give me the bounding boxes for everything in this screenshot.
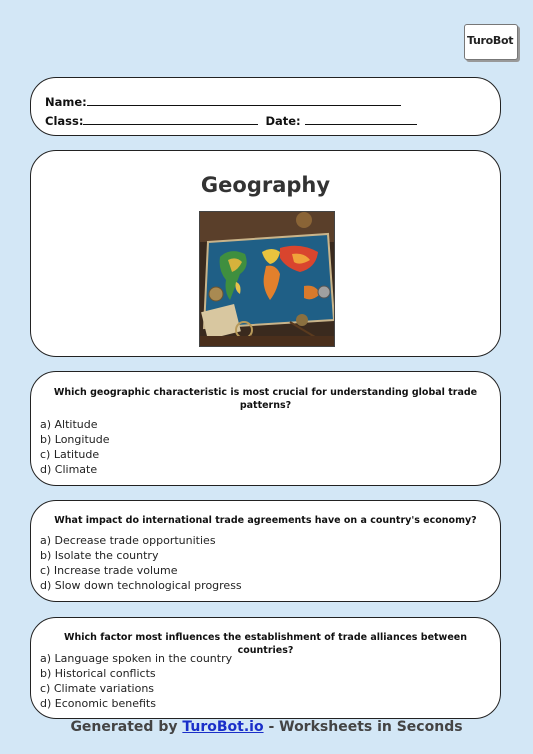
class-date-line <box>45 113 417 128</box>
option-c[interactable]: c) Latitude <box>40 448 100 461</box>
question-card-3 <box>30 617 501 719</box>
option-c[interactable]: c) Climate variations <box>40 682 155 695</box>
option-a[interactable]: a) Decrease trade opportunities <box>40 534 216 547</box>
question-card-1 <box>30 371 501 486</box>
option-c[interactable]: c) Increase trade volume <box>40 564 178 577</box>
question-text: Which geographic characteristic is most crucial for understanding global trade patterns? <box>53 387 478 411</box>
footer <box>0 719 533 735</box>
option-b[interactable]: b) Longitude <box>40 433 110 446</box>
turobot-link[interactable]: TuroBot.io <box>182 719 264 735</box>
date-blank[interactable] <box>305 113 417 125</box>
logo-text: TuroBot <box>467 34 514 47</box>
student-info-card <box>30 77 501 136</box>
date-label: Date: <box>265 114 301 128</box>
worksheet-title: Geography <box>200 173 331 197</box>
question-text: Which factor most influences the establishment of trade alliances between countries? <box>64 632 467 656</box>
option-a[interactable]: a) Altitude <box>40 418 98 431</box>
turobot-logo <box>464 24 518 60</box>
option-b[interactable]: b) Historical conflicts <box>40 667 156 680</box>
footer-suffix: - Worksheets in Seconds <box>268 719 463 735</box>
option-a[interactable]: a) Language spoken in the country <box>40 652 233 665</box>
class-blank[interactable] <box>83 113 258 125</box>
title-card <box>30 150 501 357</box>
option-d[interactable]: d) Climate <box>40 463 98 476</box>
question-card-2 <box>30 500 501 602</box>
option-d[interactable]: d) Slow down technological progress <box>40 579 242 592</box>
option-d[interactable]: d) Economic benefits <box>40 697 156 710</box>
name-label: Name: <box>45 95 87 109</box>
world-map-illustration <box>199 211 335 347</box>
name-line <box>45 94 401 109</box>
option-b[interactable]: b) Isolate the country <box>40 549 159 562</box>
question-text: What impact do international trade agreements have on a country's economy? <box>54 515 477 526</box>
name-blank[interactable] <box>87 94 401 106</box>
footer-prefix: Generated by <box>70 719 178 735</box>
class-label: Class: <box>45 114 84 128</box>
